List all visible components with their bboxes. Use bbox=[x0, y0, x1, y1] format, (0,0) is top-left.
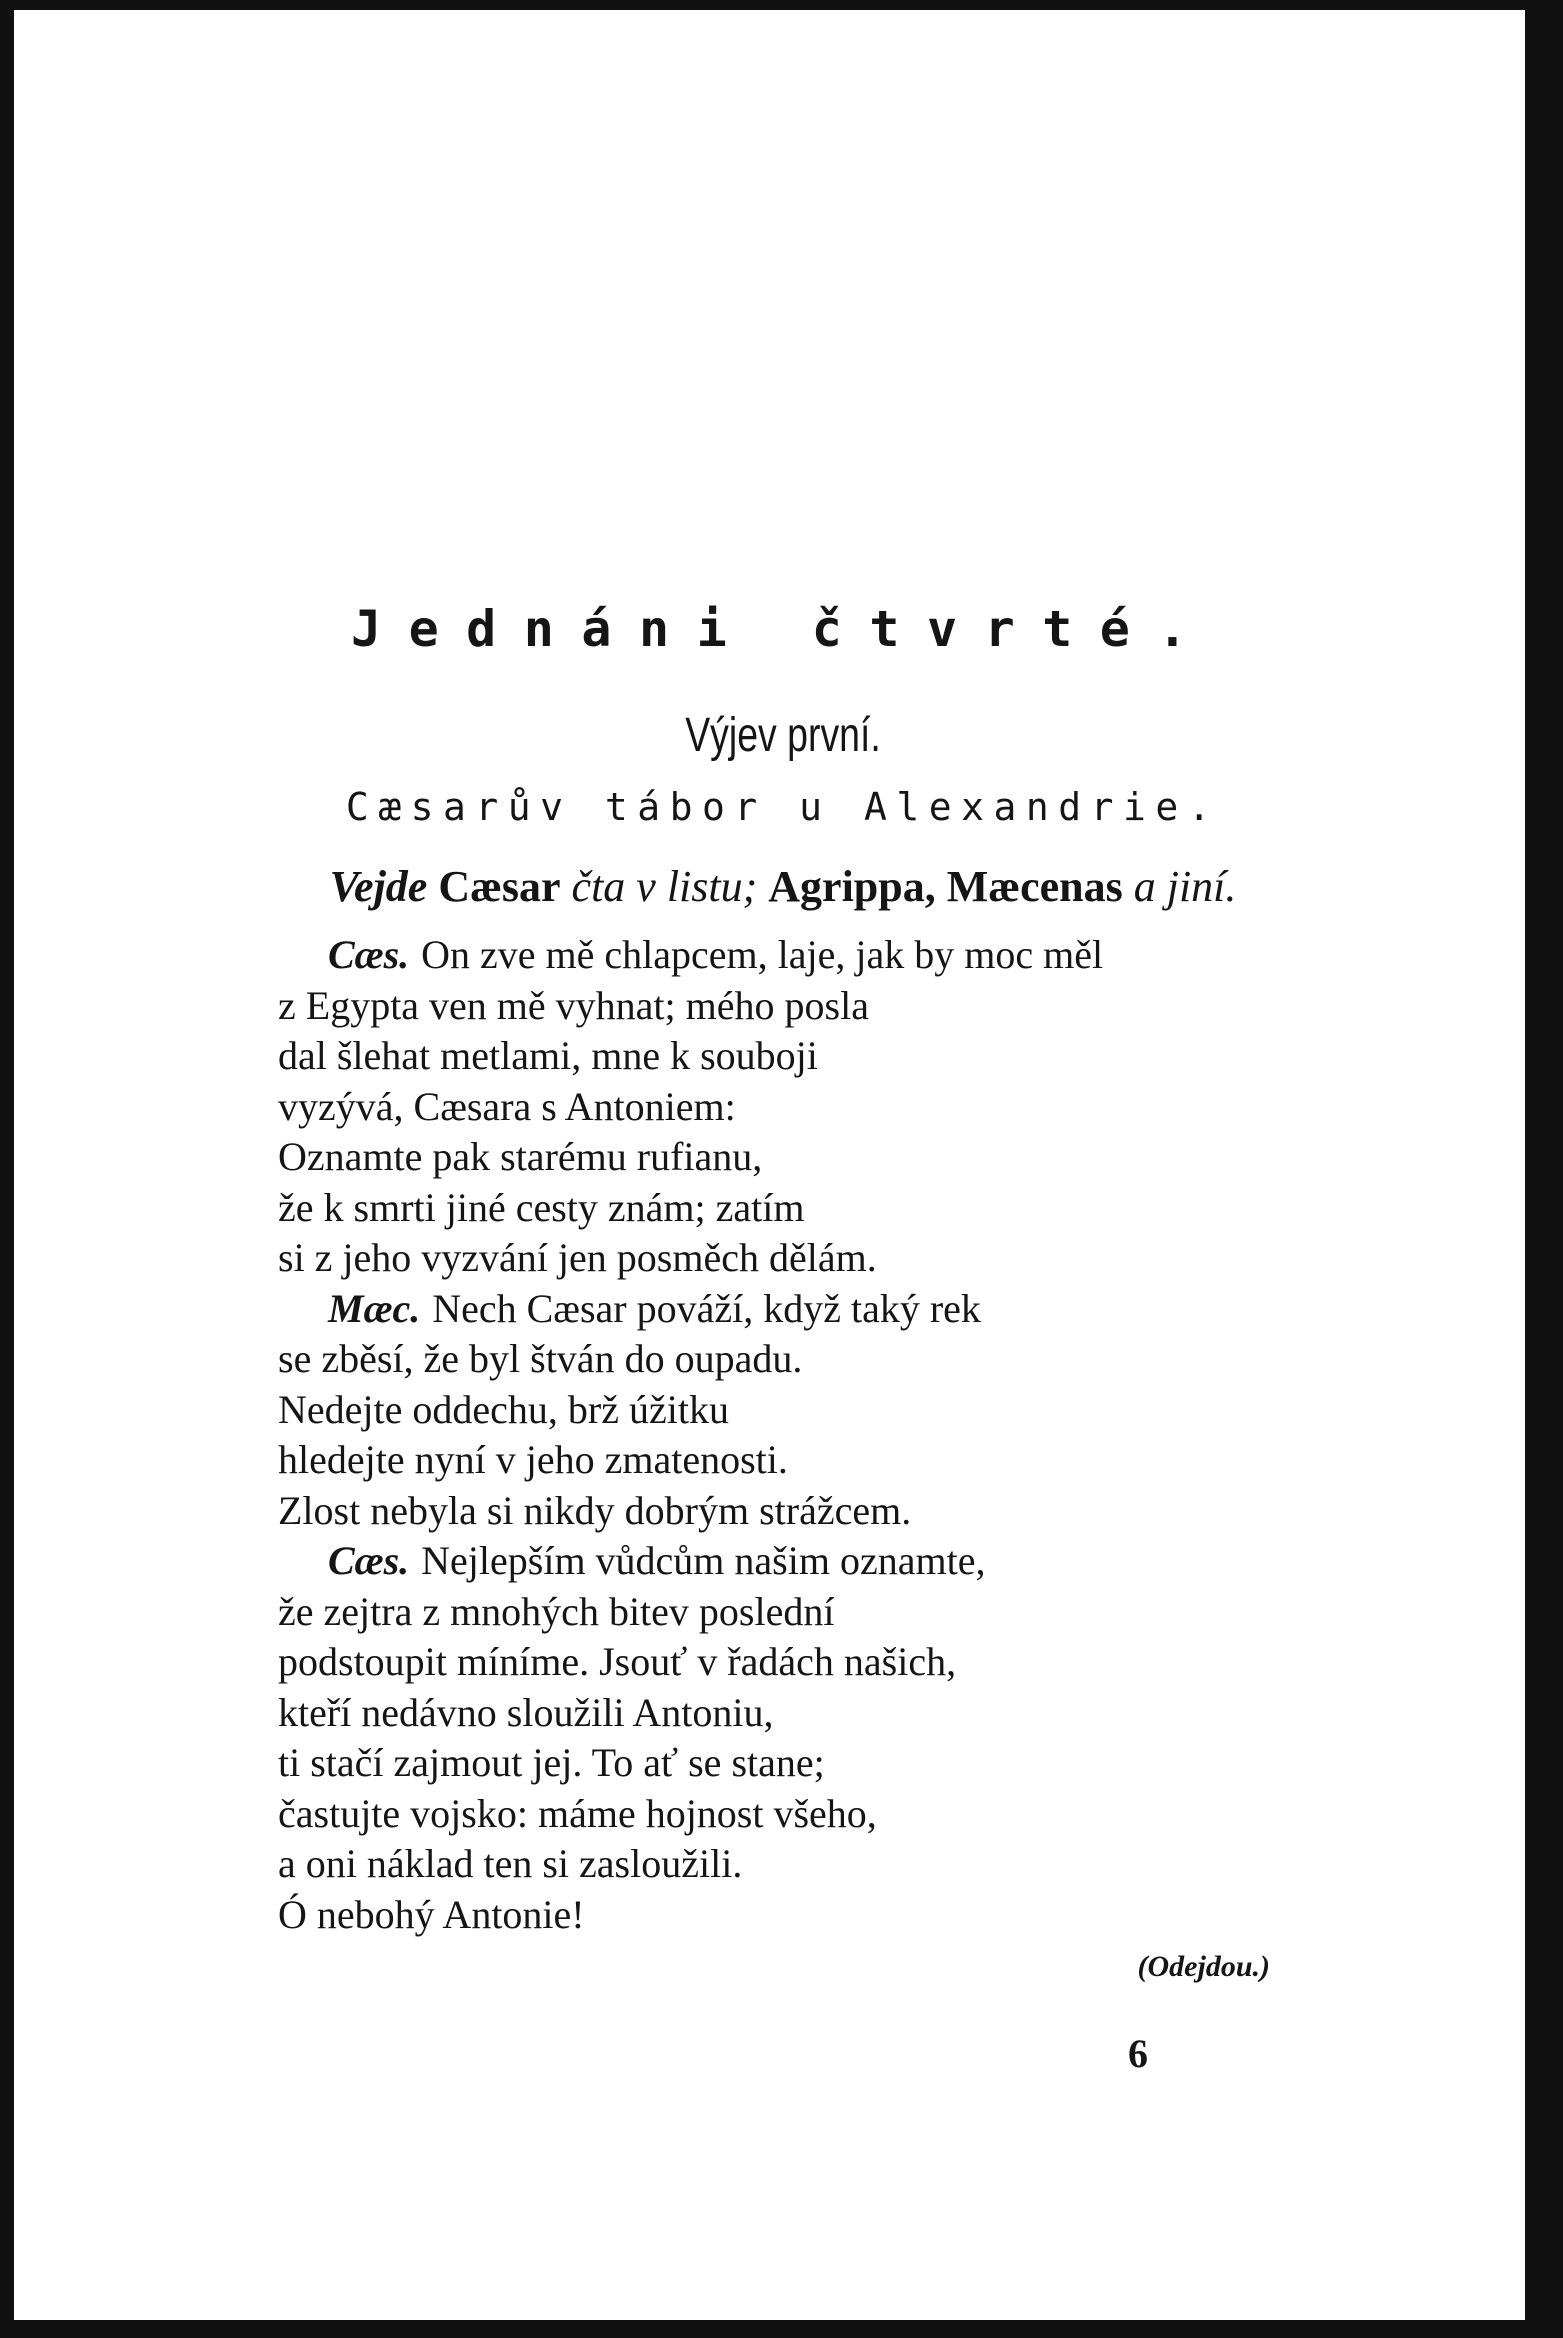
speaker-label: Cæs. bbox=[328, 932, 410, 977]
scan-edge-bottom bbox=[0, 2320, 1563, 2338]
verse-line: a oni náklad ten si zasloužili. bbox=[278, 1841, 743, 1886]
character-name-agrippa: Agrippa, bbox=[768, 862, 936, 911]
stage-direction-verb: Vejde bbox=[329, 862, 428, 911]
speaker-label: Cæs. bbox=[328, 1538, 410, 1583]
verse-line: že k smrti jiné cesty znám; zatím bbox=[278, 1184, 805, 1230]
character-name-caesar: Cæsar bbox=[438, 862, 561, 911]
stage-direction-others: a jiní. bbox=[1133, 862, 1237, 911]
act-title: Jednáni čtvrté. bbox=[350, 600, 1216, 658]
speech-line: Cæs. Nejlepším vůdcům našim oznamte, bbox=[278, 1536, 1288, 1587]
verse-line: že zejtra z mnohých bitev poslední bbox=[278, 1588, 835, 1634]
speech-line: Cæs. On zve mě chlapcem, laje, jak by moc měl bbox=[278, 930, 1288, 981]
verse-line: hledejte nyní v jeho zmatenosti. bbox=[278, 1437, 788, 1482]
character-name-maecenas: Mæcenas bbox=[946, 862, 1123, 911]
scan-edge-right bbox=[1525, 0, 1563, 2338]
verse-line: Zlost nebyla si nikdy dobrým strážcem. bbox=[278, 1487, 912, 1533]
scan-edge-top bbox=[0, 0, 1563, 10]
verse-line: dal šlehat metlami, mne k souboji bbox=[278, 1033, 818, 1078]
scene-setting: Cæsarův tábor u Alexandrie. bbox=[345, 785, 1221, 829]
stage-direction-action: čta v listu; bbox=[571, 862, 758, 911]
speaker-label: Mæc. bbox=[328, 1285, 421, 1331]
page-number: 6 bbox=[1128, 2031, 1148, 2076]
exit-direction: (Odejdou.) bbox=[1137, 1950, 1270, 1983]
verse-line: častujte vojsko: máme hojnost všeho, bbox=[278, 1790, 877, 1836]
stage-direction bbox=[278, 861, 1288, 912]
verse-line: z Egypta ven mě vyhnat; mého posla bbox=[278, 982, 869, 1028]
verse-line: ti stačí zajmout jej. To ať se stane; bbox=[278, 1740, 825, 1785]
verse-line: vyzývá, Cæsara s Antoniem: bbox=[278, 1083, 736, 1129]
verse-line: si z jeho vyzvání jen posměch dělám. bbox=[278, 1235, 877, 1280]
verse-line: podstoupit míníme. Jsouť v řadách našich, bbox=[278, 1639, 957, 1684]
scan-edge-left bbox=[0, 0, 14, 2338]
verse-line: Oznamte pak starému rufianu, bbox=[278, 1134, 763, 1179]
verse-line: se zběsí, že byl štván do oupadu. bbox=[278, 1336, 803, 1381]
verse-line: Ó nebohý Antonie! bbox=[278, 1891, 585, 1937]
verse-line: Nedejte oddechu, brž úžitku bbox=[278, 1386, 729, 1432]
verse-line: kteří nedávno sloužili Antoniu, bbox=[278, 1689, 774, 1735]
scene-title: Výjev první. bbox=[685, 709, 881, 762]
verse-block bbox=[278, 930, 1288, 1940]
speech-line: Mæc. Nech Cæsar pováží, když taký rek bbox=[278, 1284, 1288, 1335]
page-text bbox=[278, 600, 1288, 2077]
